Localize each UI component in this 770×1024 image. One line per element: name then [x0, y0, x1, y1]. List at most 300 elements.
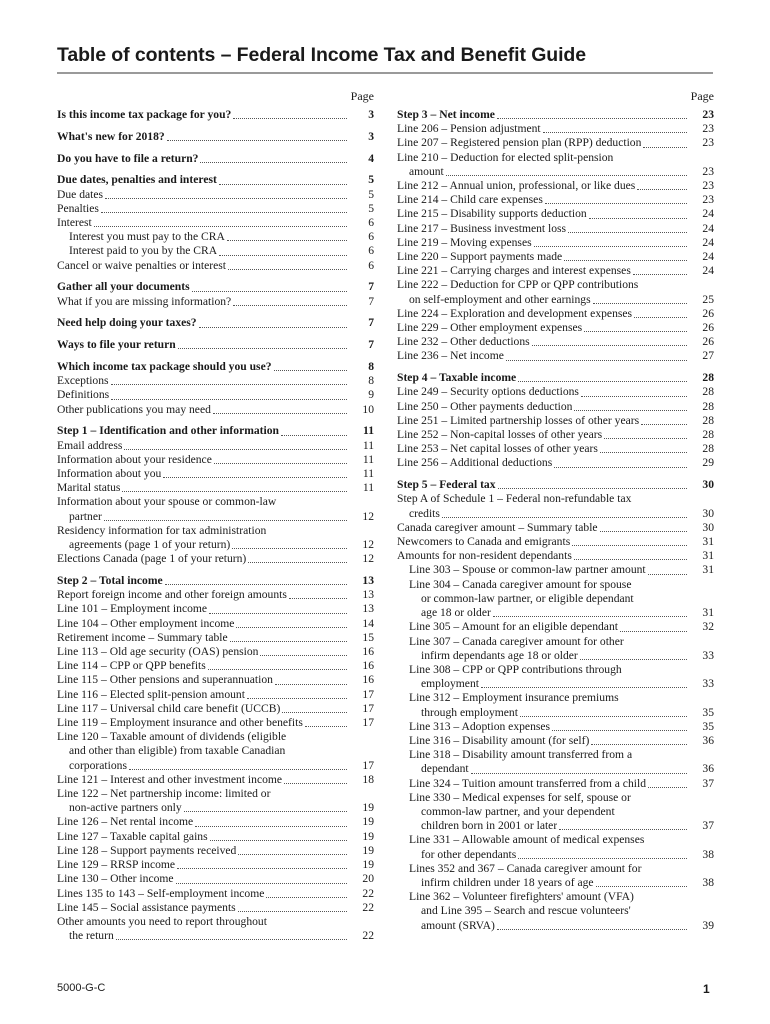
toc-entry	[397, 620, 714, 634]
toc-page-number: 31	[702, 563, 714, 577]
dot-leader	[104, 511, 347, 521]
dot-leader	[648, 565, 687, 575]
toc-entry-text: Other amounts you need to report throughout	[57, 914, 267, 928]
toc-entry-text: or common-law partner, or eligible dependant	[421, 591, 634, 605]
toc-entry	[397, 521, 714, 535]
toc-entry	[57, 403, 374, 417]
toc-entry-text: Report foreign income and other foreign amounts	[57, 588, 287, 602]
toc-row	[57, 901, 374, 915]
toc-entry	[397, 563, 714, 577]
toc-entry-text: What if you are missing information?	[57, 294, 232, 308]
toc-entry	[57, 617, 374, 631]
toc-entry	[57, 316, 374, 330]
toc-page-number: 11	[362, 481, 374, 495]
toc-entry-text: Interest paid to you by the CRA	[69, 244, 218, 258]
toc-page-number: 28	[702, 428, 714, 442]
toc-page-number: 9	[368, 388, 374, 402]
toc-entry	[57, 152, 374, 166]
toc-entry	[57, 130, 374, 144]
toc-entry-text: Line 214 – Child care expenses	[397, 193, 543, 207]
dot-leader	[497, 920, 687, 930]
dot-leader	[116, 930, 347, 940]
toc-entry-text: Cancel or waive penalties or interest	[57, 258, 227, 272]
dot-leader	[643, 138, 687, 148]
toc-entry	[397, 207, 714, 221]
toc-entry-text: non-active partners only	[69, 801, 182, 815]
toc-entry-text: Line 236 – Net income	[397, 349, 504, 363]
dot-leader	[568, 223, 687, 233]
toc-entry	[397, 193, 714, 207]
dot-leader	[238, 902, 347, 912]
toc-entry	[397, 663, 714, 691]
dot-leader	[227, 231, 347, 241]
toc-row	[57, 188, 374, 202]
toc-entry-text: Line 305 – Amount for an eligible dependant	[409, 620, 618, 634]
dot-leader	[620, 622, 687, 632]
dot-leader	[236, 618, 347, 628]
toc-row	[57, 130, 374, 144]
toc-entry-text: Step 4 – Taxable income	[397, 371, 517, 385]
dot-leader	[532, 336, 687, 346]
dot-leader	[209, 604, 347, 614]
toc-page-number: 12	[362, 552, 374, 566]
toc-row	[57, 552, 374, 566]
toc-page-number: 24	[702, 264, 714, 278]
dot-leader	[176, 874, 347, 884]
toc-page-number: 12	[362, 538, 374, 552]
toc-page-number: 22	[362, 886, 374, 900]
toc-page-number: 17	[362, 758, 374, 772]
toc-column-left	[57, 88, 374, 943]
toc-entry	[397, 385, 714, 399]
dot-leader	[633, 265, 687, 275]
dot-leader	[572, 536, 687, 546]
toc-row	[397, 649, 714, 663]
toc-row	[57, 574, 374, 588]
dot-leader	[219, 175, 347, 185]
toc-row	[57, 388, 374, 402]
toc-row	[57, 673, 374, 687]
toc-row	[57, 216, 374, 230]
toc-entry-text: on self-employment and other earnings	[409, 292, 591, 306]
toc-entry-text: Line 249 – Security options deductions	[397, 385, 579, 399]
toc-row	[57, 887, 374, 901]
toc-entry	[397, 691, 714, 719]
toc-entry-text: dependant	[421, 762, 469, 776]
toc-row	[397, 122, 714, 136]
dot-leader	[442, 508, 687, 518]
toc-entry	[397, 748, 714, 776]
dot-leader	[111, 390, 347, 400]
toc-entry-text: Line 210 – Deduction for elected split-pension	[397, 150, 614, 164]
toc-entry-text: Line 312 – Employment insurance premiums	[409, 691, 619, 705]
toc-entry	[397, 635, 714, 663]
toc-row	[397, 335, 714, 349]
toc-entry-text: Interest	[57, 216, 92, 229]
toc-entry-text: Line 303 – Spouse or common-law partner amount	[409, 563, 646, 577]
toc-entry	[57, 659, 374, 673]
toc-entry-text: amount	[409, 164, 444, 178]
toc-entry-text: Step 5 – Federal tax	[397, 478, 496, 492]
toc-entry	[397, 321, 714, 335]
toc-page-number: 15	[362, 630, 374, 644]
toc-row	[397, 207, 714, 221]
toc-row	[397, 414, 714, 428]
toc-page-number: 7	[368, 316, 374, 330]
dot-leader	[284, 774, 347, 784]
toc-entry	[397, 791, 714, 834]
toc-page-number: 6	[368, 216, 374, 229]
toc-entry-text: Line 206 – Pension adjustment	[397, 122, 541, 136]
toc-entry	[397, 549, 714, 563]
toc-entry	[397, 122, 714, 136]
toc-page-number: 23	[702, 122, 714, 136]
dot-leader	[305, 717, 347, 727]
toc-entry	[397, 236, 714, 250]
toc-entry-text: Retirement income – Summary table	[57, 630, 228, 644]
toc-entry	[397, 734, 714, 748]
dot-leader	[600, 522, 687, 532]
toc-row	[57, 403, 374, 417]
toc-entry-text: Line 113 – Old age security (OAS) pension	[57, 645, 259, 659]
toc-row	[57, 688, 374, 702]
toc-row	[57, 844, 374, 858]
dot-leader	[228, 260, 347, 270]
toc-page-number: 39	[702, 918, 714, 932]
dot-leader	[230, 632, 347, 642]
toc-entry	[57, 787, 374, 815]
toc-entry-text: Line 207 – Registered pension plan (RPP) deduction	[397, 136, 642, 150]
toc-row	[397, 428, 714, 442]
toc-entry-text: through employment	[421, 705, 518, 719]
page-column-heading: Page	[690, 89, 714, 103]
toc-entry	[57, 202, 374, 216]
toc-page-number: 6	[368, 230, 374, 244]
toc-row	[57, 801, 374, 815]
toc-row	[57, 424, 374, 438]
toc-entry	[57, 872, 374, 886]
toc-page-number: 7	[368, 294, 374, 308]
toc-page-number: 19	[362, 858, 374, 872]
toc-entry	[397, 720, 714, 734]
dot-leader	[289, 589, 347, 599]
toc-row	[397, 442, 714, 456]
toc-entry	[397, 349, 714, 363]
toc-row	[57, 830, 374, 844]
title-rule	[57, 72, 713, 74]
toc-row	[397, 293, 714, 307]
toc-entry-text: Penalties	[57, 201, 99, 215]
toc-page-number: 13	[362, 588, 374, 602]
dot-leader	[637, 180, 687, 190]
dot-leader	[213, 404, 347, 414]
toc-page-number: 28	[702, 442, 714, 456]
toc-entry-text: Canada caregiver amount – Summary table	[397, 520, 598, 534]
toc-entry	[57, 388, 374, 402]
toc-row	[397, 706, 714, 720]
toc-entry	[57, 901, 374, 915]
toc-page-number: 7	[368, 338, 374, 352]
dot-leader	[559, 820, 687, 830]
dot-leader	[634, 308, 687, 318]
toc-row	[57, 152, 374, 166]
toc-page-number: 30	[702, 478, 714, 492]
toc-row	[397, 385, 714, 399]
toc-row	[397, 535, 714, 549]
toc-entry-text: Ways to file your return	[57, 338, 176, 352]
toc-entry-text: Step 3 – Net income	[397, 108, 495, 121]
dot-leader	[498, 479, 687, 489]
toc-entry-text: Line 217 – Business investment loss	[397, 221, 567, 235]
toc-entry	[57, 830, 374, 844]
toc-page-number: 5	[368, 201, 374, 215]
toc-page-number: 27	[702, 349, 714, 363]
toc-row	[397, 620, 714, 634]
toc-column-right	[397, 88, 714, 933]
toc-row	[57, 716, 374, 730]
toc-entry-text: Other publications you may need	[57, 402, 211, 416]
dot-leader	[192, 282, 347, 292]
toc-page-number: 18	[362, 772, 374, 786]
toc-entry-text: Line 222 – Deduction for CPP or QPP contributions	[397, 278, 639, 292]
toc-entry-text: and Line 395 – Search and rescue volunteers'	[421, 904, 631, 918]
toc-entry	[57, 216, 374, 230]
toc-row	[57, 588, 374, 602]
toc-entry	[57, 481, 374, 495]
toc-entry-text: Line 331 – Allowable amount of medical expenses	[409, 833, 645, 847]
toc-row	[397, 507, 714, 521]
toc-page-number: 26	[702, 306, 714, 320]
dot-leader	[574, 401, 687, 411]
toc-page-number: 13	[362, 602, 374, 616]
dot-leader	[247, 689, 347, 699]
toc-row	[397, 371, 714, 385]
dot-leader	[94, 217, 347, 227]
toc-row	[57, 173, 374, 187]
toc-entry-text: Line 130 – Other income	[57, 872, 174, 886]
dot-leader	[232, 539, 347, 549]
toc-row	[57, 453, 374, 467]
toc-entry	[397, 222, 714, 236]
toc-entry	[57, 588, 374, 602]
toc-entry	[57, 815, 374, 829]
toc-entry-text: corporations	[69, 758, 127, 772]
dot-leader	[177, 859, 347, 869]
toc-entry-text: infirm children under 18 years of age	[421, 875, 594, 889]
toc-page-number: 17	[362, 687, 374, 701]
toc-entry	[397, 108, 714, 122]
toc-entry-text: and other than eligible) from taxable Canadian	[69, 744, 286, 758]
toc-entry-text: Line 128 – Support payments received	[57, 843, 237, 857]
toc-entry	[57, 360, 374, 374]
dot-leader	[552, 721, 687, 731]
toc-entry	[57, 552, 374, 566]
toc-page-number: 28	[702, 413, 714, 427]
dot-leader	[545, 194, 687, 204]
toc-row	[397, 876, 714, 890]
dot-leader	[208, 660, 347, 670]
dot-leader	[584, 322, 687, 332]
toc-row	[57, 259, 374, 273]
toc-page-number: 16	[362, 645, 374, 659]
toc-row	[57, 510, 374, 524]
dot-leader	[604, 429, 687, 439]
toc-page-number: 19	[362, 815, 374, 829]
toc-entry-text: Line 114 – CPP or QPP benefits	[57, 659, 206, 673]
toc-row	[57, 773, 374, 787]
toc-row	[397, 250, 714, 264]
toc-entry	[397, 428, 714, 442]
toc-entry	[57, 645, 374, 659]
toc-entry-text: Line 104 – Other employment income	[57, 616, 235, 630]
toc-page-number: 29	[702, 456, 714, 470]
dot-leader	[481, 678, 687, 688]
toc-entry-text: Line 115 – Other pensions and superannuation	[57, 673, 273, 687]
dot-leader	[543, 123, 687, 133]
toc-row	[57, 360, 374, 374]
toc-entry	[397, 179, 714, 193]
dot-leader	[591, 735, 687, 745]
dot-leader	[200, 153, 347, 163]
toc-entry-text: Lines 135 to 143 – Self-employment income	[57, 886, 265, 900]
dot-leader	[248, 553, 347, 563]
toc-list-left	[57, 108, 374, 943]
toc-entry	[57, 280, 374, 294]
toc-entry-text: the return	[69, 929, 114, 943]
toc-row	[57, 439, 374, 453]
toc-entry	[397, 264, 714, 278]
toc-row	[397, 762, 714, 776]
dot-leader	[518, 372, 687, 382]
toc-entry-text: Information about your residence	[57, 452, 212, 466]
toc-row	[397, 549, 714, 563]
toc-entry	[57, 467, 374, 481]
toc-row	[397, 563, 714, 577]
toc-entry	[57, 439, 374, 453]
dot-leader	[446, 166, 687, 176]
toc-entry-text: Line 316 – Disability amount (for self)	[409, 733, 590, 747]
toc-page-number: 38	[702, 847, 714, 861]
toc-row	[397, 848, 714, 862]
toc-entry	[397, 833, 714, 861]
toc-entry-text: for other dependants	[421, 847, 517, 861]
dot-leader	[195, 817, 347, 827]
toc-entry	[57, 495, 374, 523]
toc-entry	[57, 915, 374, 943]
dot-leader	[167, 131, 347, 141]
toc-page-number: 23	[702, 108, 714, 121]
toc-entry-text: Line 252 – Non-capital losses of other years	[397, 428, 603, 442]
toc-entry-text: Line 251 – Limited partnership losses of other years	[397, 413, 640, 427]
toc-entry	[57, 424, 374, 438]
dot-leader	[282, 703, 347, 713]
toc-page-number: 26	[702, 321, 714, 335]
dot-leader	[219, 246, 347, 256]
toc-page-number: 33	[702, 677, 714, 691]
toc-row	[397, 307, 714, 321]
dot-leader	[596, 877, 687, 887]
toc-entry	[57, 188, 374, 202]
toc-page-number: 28	[702, 385, 714, 399]
toc-entry-text: Which income tax package should you use?	[57, 360, 272, 373]
toc-entry	[57, 295, 374, 309]
toc-page-number: 35	[702, 705, 714, 719]
toc-entry-text: Information about your spouse or common-law	[57, 495, 277, 509]
toc-page-number: 7	[368, 280, 374, 294]
toc-page-number: 11	[363, 424, 374, 438]
toc-page-number: 19	[362, 829, 374, 843]
toc-page-number: 11	[362, 467, 374, 481]
dot-leader	[471, 764, 687, 774]
dot-leader	[274, 361, 347, 371]
toc-page-number: 37	[702, 776, 714, 790]
dot-leader	[266, 888, 347, 898]
toc-entry-text: credits	[409, 506, 440, 520]
dot-leader	[124, 440, 347, 450]
toc-entry-text: Line 129 – RRSP income	[57, 858, 176, 872]
toc-entry	[57, 374, 374, 388]
toc-entry-text: amount (SRVA)	[421, 918, 495, 932]
dot-leader	[518, 849, 687, 859]
toc-entry	[397, 442, 714, 456]
toc-entry	[57, 173, 374, 187]
toc-row	[57, 631, 374, 645]
toc-row	[57, 280, 374, 294]
toc-row	[397, 456, 714, 470]
toc-page-number: 35	[702, 719, 714, 733]
dot-leader	[593, 294, 687, 304]
dot-leader	[260, 646, 347, 656]
toc-entry-text: Line 212 – Annual union, professional, or like dues	[397, 179, 636, 193]
toc-entry-text: Line 224 – Exploration and development expenses	[397, 306, 633, 320]
toc-row	[57, 659, 374, 673]
toc-page-number: 25	[702, 292, 714, 306]
dot-leader	[163, 468, 347, 478]
toc-entry-text: Line 250 – Other payments deduction	[397, 399, 573, 413]
toc-entry	[57, 230, 374, 244]
toc-row	[397, 136, 714, 150]
toc-entry-text: Line 122 – Net partnership income: limited or	[57, 787, 271, 801]
toc-page-number: 11	[362, 452, 374, 466]
toc-row	[397, 478, 714, 492]
toc-entry-text: Do you have to file a return?	[57, 151, 199, 165]
toc-entry	[397, 862, 714, 890]
toc-page-number: 36	[702, 733, 714, 747]
toc-page-number: 31	[702, 606, 714, 620]
dot-leader	[199, 318, 347, 328]
toc-entry	[397, 777, 714, 791]
toc-row	[397, 677, 714, 691]
toc-entry	[397, 400, 714, 414]
toc-entry-text: employment	[421, 677, 479, 691]
toc-row	[57, 815, 374, 829]
toc-entry	[397, 535, 714, 549]
toc-entry	[57, 631, 374, 645]
toc-entry	[57, 844, 374, 858]
dot-leader	[520, 707, 687, 717]
toc-entry-text: Line 232 – Other deductions	[397, 335, 530, 349]
toc-entry-text: Line 215 – Disability supports deduction	[397, 207, 587, 221]
toc-entry	[397, 414, 714, 428]
dot-leader	[574, 550, 687, 560]
toc-entry-text: Interest you must pay to the CRA	[69, 230, 225, 244]
dot-leader	[641, 415, 687, 425]
dot-leader	[111, 375, 347, 385]
dot-leader	[648, 778, 687, 788]
toc-entry	[57, 602, 374, 616]
dot-leader	[281, 426, 347, 436]
toc-row	[397, 777, 714, 791]
